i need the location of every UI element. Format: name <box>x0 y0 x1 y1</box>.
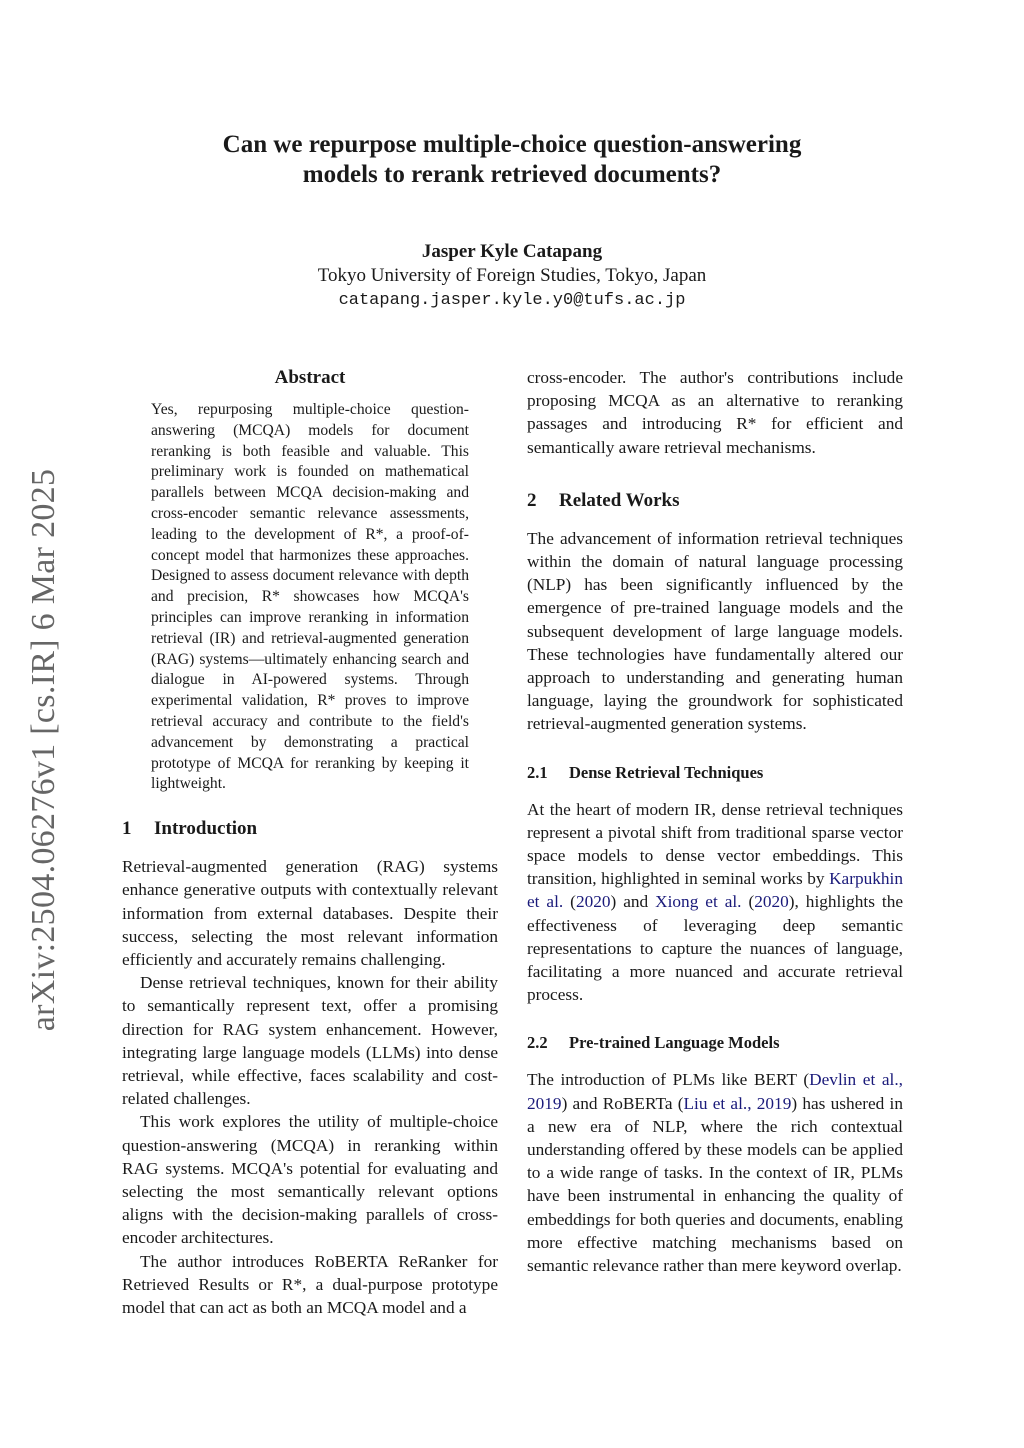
section-number: 1 <box>122 818 132 840</box>
citation-link[interactable]: 2020 <box>754 892 789 912</box>
related-works-paragraph: The advancement of information retrieval techniques within the domain of natural language processing (NLP) has been significantly influenced by the emergence of pre-trained language models and the subsequent development of large language models. These technologies have fundamentally altered our approach to understanding and generating human language, laying the groundwork for sophisticated retrieval-augmented generation systems. <box>527 528 903 734</box>
text-run: ) and <box>610 892 656 912</box>
text-run: ), highlights the effectiveness of leveraging deep semantic representations to capture the nuances of language, facilitating a more nuanced and accurate retrieval process. <box>527 892 904 1005</box>
title-line-2: models to rerank retrieved documents? <box>302 161 722 188</box>
plm-paragraph <box>527 1068 903 1277</box>
subsection-title: Pre-trained Language Models <box>569 1033 780 1053</box>
citation-link[interactable]: 2019 <box>527 1093 562 1113</box>
intro-paragraph-1: Retrieval-augmented generation (RAG) systems enhance generative outputs with contextually relevant information from external databases. Despite their success, selecting the most relevant information efficiently and accurately remains challenging. <box>122 857 498 969</box>
title-line-1: Can we repurpose multiple-choice question-answering <box>222 131 802 158</box>
author-email: catapang.jasper.kyle.y0@tufs.ac.jp <box>338 291 686 310</box>
abstract-text: Yes, repurposing multiple-choice question-answering (MCQA) models for document reranking is both feasible and valuable. This preliminary work is founded on mathematical parallels between MCQA decision-making and cross-encoder semantic relevance assessments, leading to the development of R*, a proof-of-concept model that harmonizes these approaches. Designed to assess document relevance with depth and precision, R* showcases how MCQA's principles can improve reranking in information retrieval (IR) and retrieval-augmented generation (RAG) systems—ultimately enhancing search and dialogue in AI-powered systems. Through experimental validation, R* proves to improve retrieval accuracy and contribute to the field's advancement by demonstrating a practical prototype of MCQA for reranking by keeping it lightweight. <box>151 401 469 793</box>
dense-retrieval-paragraph <box>527 798 903 1007</box>
intro-paragraph-3: This work explores the utility of multiple-choice question-answering (MCQA) in reranking within RAG systems. MCQA's potential for evaluating and selecting the most semantically relevant options aligns with the decision-making parallels of cross-encoder architectures. <box>122 1112 498 1248</box>
text-run: ) and RoBERTa ( <box>561 1093 684 1113</box>
left-column <box>122 366 498 1319</box>
subsection-number: 2.2 <box>527 1033 548 1053</box>
text-run: ) has ushered in a new era of NLP, where the rich contextual understanding offered by these models can be applied to a wide range of tasks. In the context of IR, PLMs have been instrumental in enhancing the quality of embeddings for both queries and documents, enabling more effective matching mechanisms based on semantic relevance rather than mere keyword overlap. <box>527 1093 903 1276</box>
subsection-title: Dense Retrieval Techniques <box>569 762 764 782</box>
abstract-heading: Abstract <box>274 367 346 388</box>
text-run: At the heart of modern IR, dense retrieval techniques represent a pivotal shift from traditional sparse vector space models to dense vector embeddings. This transition, highlighted in seminal works by <box>527 799 903 889</box>
citation-link[interactable]: 2019 <box>756 1093 792 1113</box>
section-heading-related-works <box>527 489 903 513</box>
section-title: Introduction <box>154 818 258 840</box>
author-affiliation: Tokyo University of Foreign Studies, Tokyo, Japan <box>317 265 707 286</box>
citation-link[interactable]: Devlin et al., <box>809 1070 903 1090</box>
section-heading-introduction <box>122 817 498 841</box>
subsection-heading-plm <box>527 1032 903 1054</box>
citation-link[interactable]: Xiong et al. <box>655 892 742 912</box>
text-run: ( <box>741 892 755 912</box>
paper-title <box>0 130 1024 190</box>
citation-link[interactable]: Liu et al., <box>683 1093 752 1113</box>
intro-paragraph-2: Dense retrieval techniques, known for their ability to semantically represent text, offer a promising direction for RAG system enhancement. However, integrating large language models (LLMs) into dense retrieval, while effective, faces scalability and cost-related challenges. <box>122 973 498 1109</box>
subsection-heading-dense-retrieval <box>527 762 903 784</box>
intro-paragraph-4-continued: cross-encoder. The author's contributions include proposing MCQA as an alternative to reranking passages and introducing R* for efficient and semantically aware retrieval mechanisms. <box>527 368 903 457</box>
right-column <box>527 366 903 1277</box>
citation-link[interactable]: 2020 <box>575 892 611 912</box>
text-run: The introduction of PLMs like BERT ( <box>527 1070 810 1090</box>
citation-link[interactable]: Karpukhin et al. <box>527 869 903 912</box>
arxiv-identifier: arXiv:2504.06276v1 [cs.IR] 6 Mar 2025 <box>25 468 62 1032</box>
text-run: ( <box>563 892 576 912</box>
paper-header <box>0 130 1024 314</box>
subsection-number: 2.1 <box>527 762 548 782</box>
section-number: 2 <box>527 489 537 511</box>
section-title: Related Works <box>559 489 680 511</box>
author-name: Jasper Kyle Catapang <box>421 241 603 262</box>
intro-paragraph-4: The author introduces RoBERTA ReRanker for Retrieved Results or R*, a dual-purpose prototype model that can act as both an MCQA model and a <box>122 1251 498 1317</box>
